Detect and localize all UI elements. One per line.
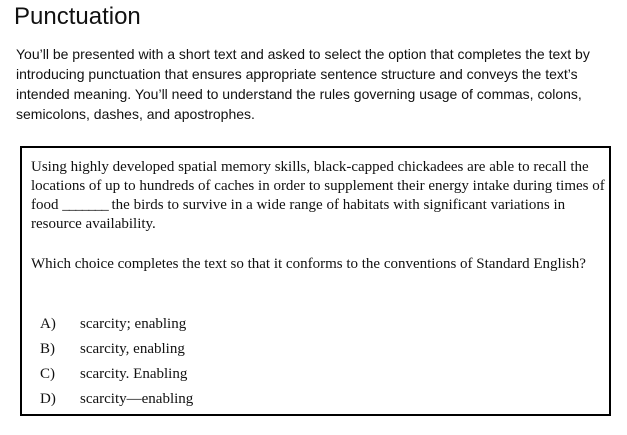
choice-c[interactable] bbox=[40, 362, 193, 387]
choice-text: scarcity—enabling bbox=[80, 391, 194, 407]
page-title: Punctuation bbox=[14, 3, 141, 30]
passage-before: Using highly developed spatial memory skills, black-capped chickadees are able to recall the locations of up to hundreds of caches in order to supplement their energy intake during times of food bbox=[31, 159, 605, 213]
choice-text: scarcity, enabling bbox=[80, 341, 185, 357]
question-box bbox=[20, 146, 611, 416]
intro-text: You’ll be presented with a short text and asked to select the option that completes the text by introducing punctuation that ensures appropriate sentence structure and conveys the text’s intended meaning. You’ll need to understand the rules governing usage of commas, colons, semicolons, dashes, and apostrophes. bbox=[16, 46, 590, 122]
choice-letter: B) bbox=[40, 341, 55, 357]
choice-d[interactable] bbox=[40, 387, 193, 412]
question-prompt: Which choice completes the text so that it conforms to the conventions of Standard English? bbox=[31, 256, 586, 272]
choice-text: scarcity; enabling bbox=[80, 316, 187, 332]
answer-choices bbox=[40, 312, 193, 412]
passage-blank: _______ bbox=[62, 197, 108, 213]
choice-letter: D) bbox=[40, 391, 56, 407]
choice-letter: C) bbox=[40, 366, 55, 382]
passage-after: the birds to survive in a wide range of habitats with significant variations in resource availability. bbox=[31, 197, 566, 232]
choice-letter: A) bbox=[40, 316, 56, 332]
choice-text: scarcity. Enabling bbox=[80, 366, 188, 382]
choice-a[interactable] bbox=[40, 312, 193, 337]
passage-text bbox=[31, 158, 606, 234]
choice-b[interactable] bbox=[40, 337, 193, 362]
